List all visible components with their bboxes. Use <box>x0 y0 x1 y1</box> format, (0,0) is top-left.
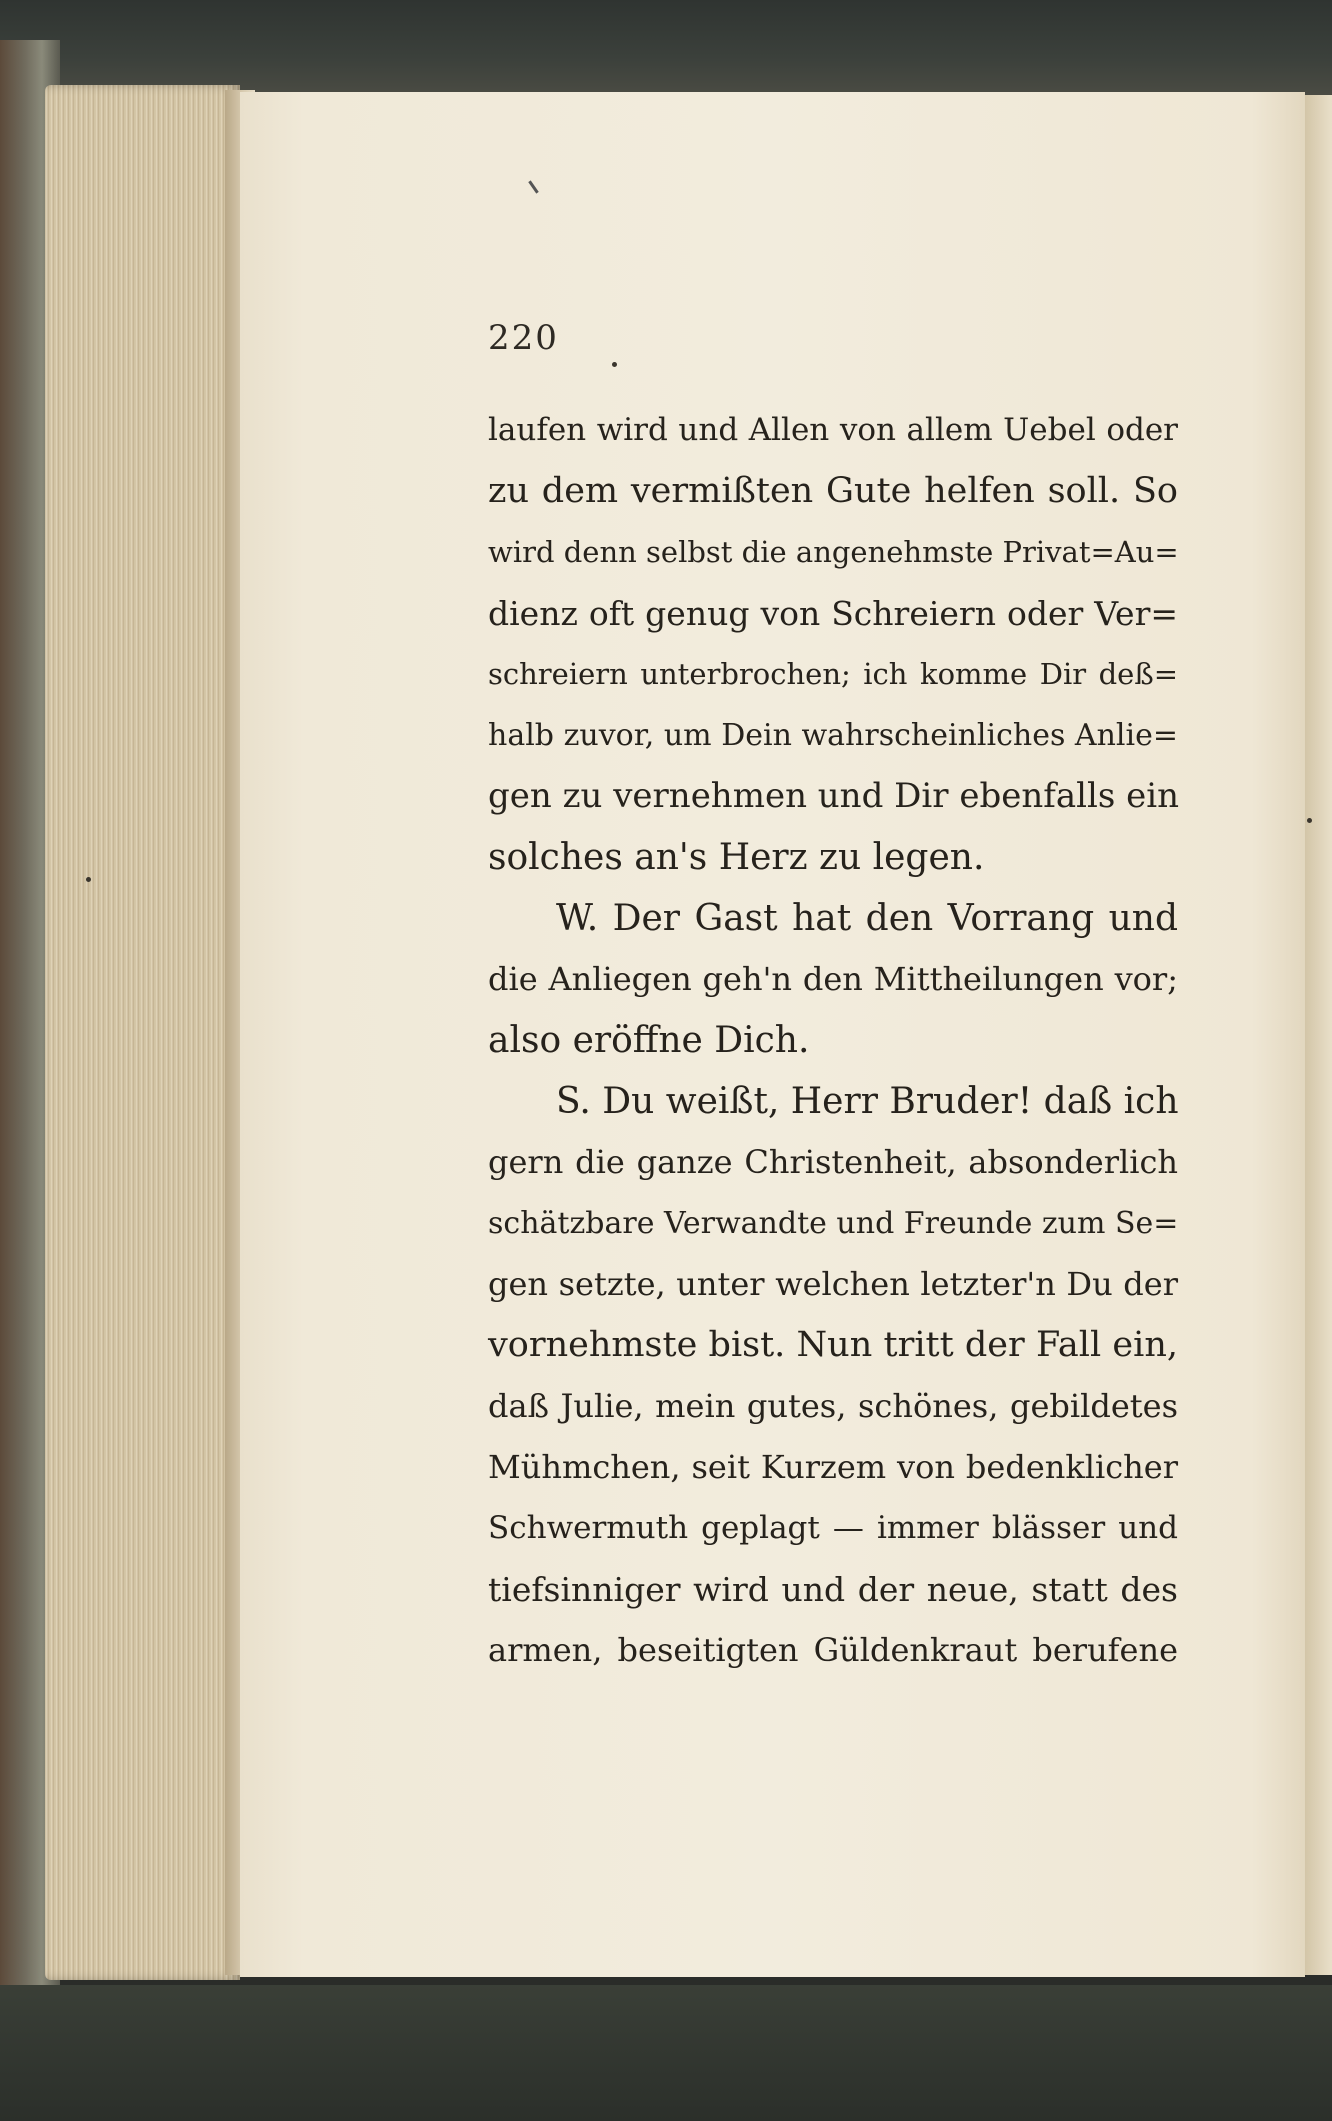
text-line: die Anliegen geh'n den Mittheilungen vor; <box>488 960 1178 998</box>
text-line: schreiern unterbrochen; ich komme Dir deß= <box>488 657 1178 691</box>
text-line: laufen wird und Allen von allem Uebel oder <box>488 412 1178 448</box>
ink-speck <box>1307 818 1312 823</box>
text-line: dienz oft genug von Schreiern oder Ver= <box>488 594 1178 633</box>
book-cover-bottom <box>0 1985 1332 2121</box>
text-line: solches an's Herz zu legen. <box>488 837 985 878</box>
page-stack-edges <box>45 85 240 1980</box>
text-line: armen, beseitigten Güldenkraut berufene <box>488 1631 1178 1669</box>
page-number: 220 <box>488 318 559 358</box>
book-cover-top <box>0 0 1332 95</box>
text-line: gen zu vernehmen und Dir ebenfalls ein <box>488 776 1179 816</box>
text-line: wird denn selbst die angenehmste Privat=Au= <box>488 535 1179 569</box>
text-line: W. Der Gast hat den Vorrang und <box>556 898 1178 939</box>
text-line: gen setzte, unter welchen letzter'n Du der <box>488 1265 1178 1303</box>
text-line: S. Du weißt, Herr Bruder! daß ich <box>556 1081 1179 1122</box>
text-line: daß Julie, mein gutes, schönes, gebildetes <box>488 1387 1178 1425</box>
text-line: also eröffne Dich. <box>488 1020 810 1061</box>
ink-speck <box>86 877 91 882</box>
text-line: gern die ganze Christenheit, absonderlich <box>488 1143 1178 1181</box>
text-line: Mühmchen, seit Kurzem von bedenklicher <box>488 1448 1178 1486</box>
page-text <box>488 400 1178 1681</box>
text-line: halb zuvor, um Dein wahrscheinliches Anlie= <box>488 718 1178 753</box>
text-line: vornehmste bist. Nun tritt der Fall ein, <box>488 1325 1178 1365</box>
text-line: tiefsinniger wird und der neue, statt des <box>488 1570 1178 1609</box>
text-line: schätzbare Verwandte und Freunde zum Se= <box>488 1206 1179 1241</box>
text-line: Schwermuth geplagt — immer blässer und <box>488 1510 1178 1546</box>
text-line: zu dem vermißten Gute helfen soll. So <box>488 471 1178 511</box>
ink-speck <box>612 362 617 367</box>
